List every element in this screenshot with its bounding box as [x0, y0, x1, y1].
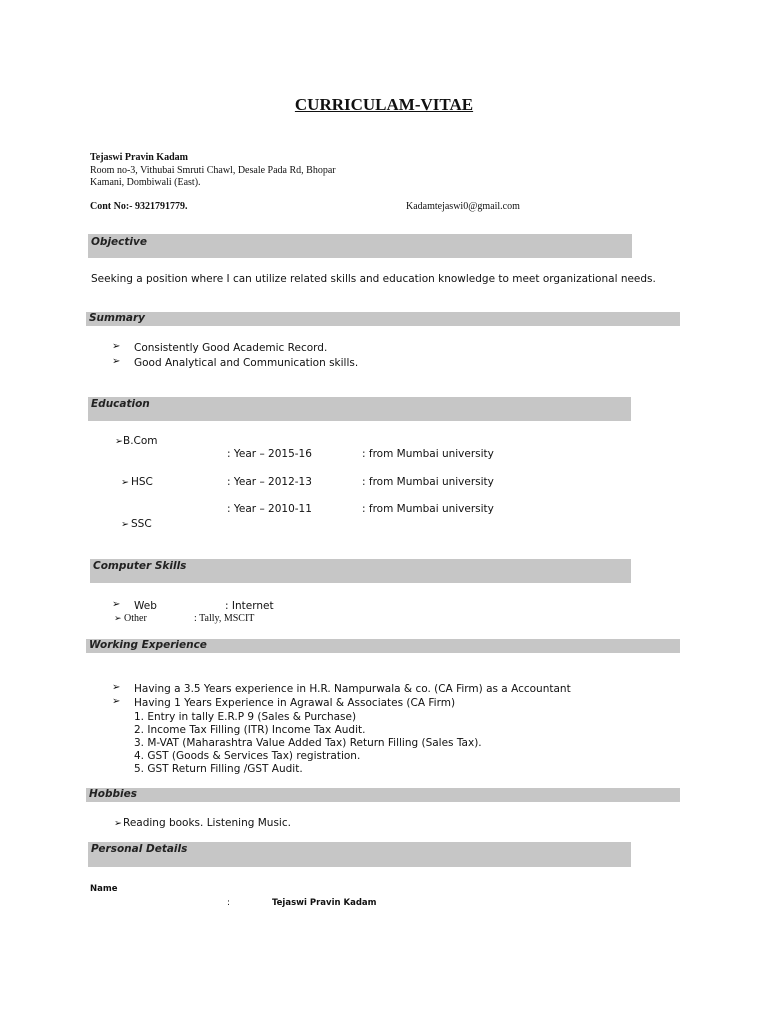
- edu-degree-ssc: SSC: [131, 518, 152, 530]
- education-header-bar: [88, 397, 631, 421]
- summary-item-1: Consistently Good Academic Record.: [134, 342, 328, 354]
- summary-header-bar: [86, 312, 680, 326]
- working-experience-header-bar: [86, 639, 680, 653]
- address-line-1: Room no-3, Vithubai Smruti Chawl, Desale Pada Rd, Bhopar: [90, 164, 336, 176]
- hobbies-header-bar: [86, 788, 680, 802]
- objective-heading: Objective: [91, 236, 147, 248]
- summary-bullet-2: ➢: [112, 356, 121, 367]
- edu-year-hsc: : Year – 2012-13: [227, 476, 312, 488]
- hobbies-bullet: ➢: [114, 818, 122, 829]
- personal-name-value: Tejaswi Pravin Kadam: [272, 898, 377, 908]
- edu-year-ssc: : Year – 2010-11: [227, 503, 312, 515]
- summary-item-2: Good Analytical and Communication skills.: [134, 357, 359, 369]
- edu-bullet-bcom: ➢: [115, 436, 123, 447]
- edu-bullet-ssc: ➢: [121, 519, 129, 530]
- edu-from-bcom: : from Mumbai university: [362, 448, 494, 460]
- exp-detail-3: 3. M-VAT (Maharashtra Value Added Tax) Return Filling (Sales Tax).: [134, 737, 482, 749]
- document-title: CURRICULAM-VITAE: [294, 95, 474, 114]
- candidate-name: Tejaswi Pravin Kadam: [90, 152, 188, 163]
- edu-degree-bcom: B.Com: [123, 435, 158, 447]
- edu-year-bcom: : Year – 2015-16: [227, 448, 312, 460]
- contact-email: Kadamtejaswi0@gmail.com: [406, 201, 520, 212]
- exp-detail-1: 1. Entry in tally E.R.P 9 (Sales & Purchase): [134, 711, 357, 723]
- contact-address-block: [90, 152, 336, 190]
- exp-detail-5: 5. GST Return Filling /GST Audit.: [134, 763, 303, 775]
- working-experience-heading: Working Experience: [89, 639, 207, 651]
- exp-bullet-1: ➢: [112, 682, 121, 693]
- personal-details-header-bar: [88, 842, 631, 867]
- personal-name-colon: :: [227, 898, 231, 908]
- exp-bullet-2: ➢: [112, 696, 121, 707]
- edu-degree-hsc: HSC: [131, 476, 153, 488]
- skill-value-web: : Internet: [225, 600, 274, 612]
- summary-bullet-1: ➢: [112, 341, 121, 352]
- skill-value-other: : Tally, MSCIT: [194, 613, 255, 624]
- edu-bullet-hsc: ➢: [121, 477, 129, 488]
- summary-heading: Summary: [89, 312, 146, 324]
- exp-detail-4: 4. GST (Goods & Services Tax) registration.: [134, 750, 361, 762]
- skill-label-web: Web: [134, 600, 157, 612]
- edu-from-hsc: : from Mumbai university: [362, 476, 494, 488]
- skill-bullet-other: ➢: [114, 613, 122, 623]
- hobbies-heading: Hobbies: [89, 788, 138, 800]
- computer-skills-header-bar: [90, 559, 631, 583]
- personal-name-label: Name: [90, 884, 118, 894]
- exp-item-1: Having a 3.5 Years experience in H.R. Nampurwala & co. (CA Firm) as a Accountant: [134, 683, 571, 695]
- objective-text: Seeking a position where I can utilize related skills and education knowledge to meet organizational needs.: [91, 273, 656, 285]
- personal-details-heading: Personal Details: [91, 843, 188, 855]
- skill-bullet-web: ➢: [112, 599, 121, 610]
- exp-detail-2: 2. Income Tax Filling (ITR) Income Tax Audit.: [134, 724, 366, 736]
- edu-from-ssc: : from Mumbai university: [362, 503, 494, 515]
- education-heading: Education: [91, 398, 150, 410]
- hobbies-text: Reading books. Listening Music.: [123, 817, 291, 829]
- exp-item-2: Having 1 Years Experience in Agrawal & Associates (CA Firm): [134, 697, 456, 709]
- skill-label-other: Other: [124, 613, 147, 624]
- contact-phone: Cont No:- 9321791779.: [90, 201, 188, 212]
- objective-header-bar: [88, 234, 632, 258]
- address-line-2: Kamani, Dombiwali (East).: [90, 177, 201, 188]
- computer-skills-heading: Computer Skills: [93, 560, 187, 572]
